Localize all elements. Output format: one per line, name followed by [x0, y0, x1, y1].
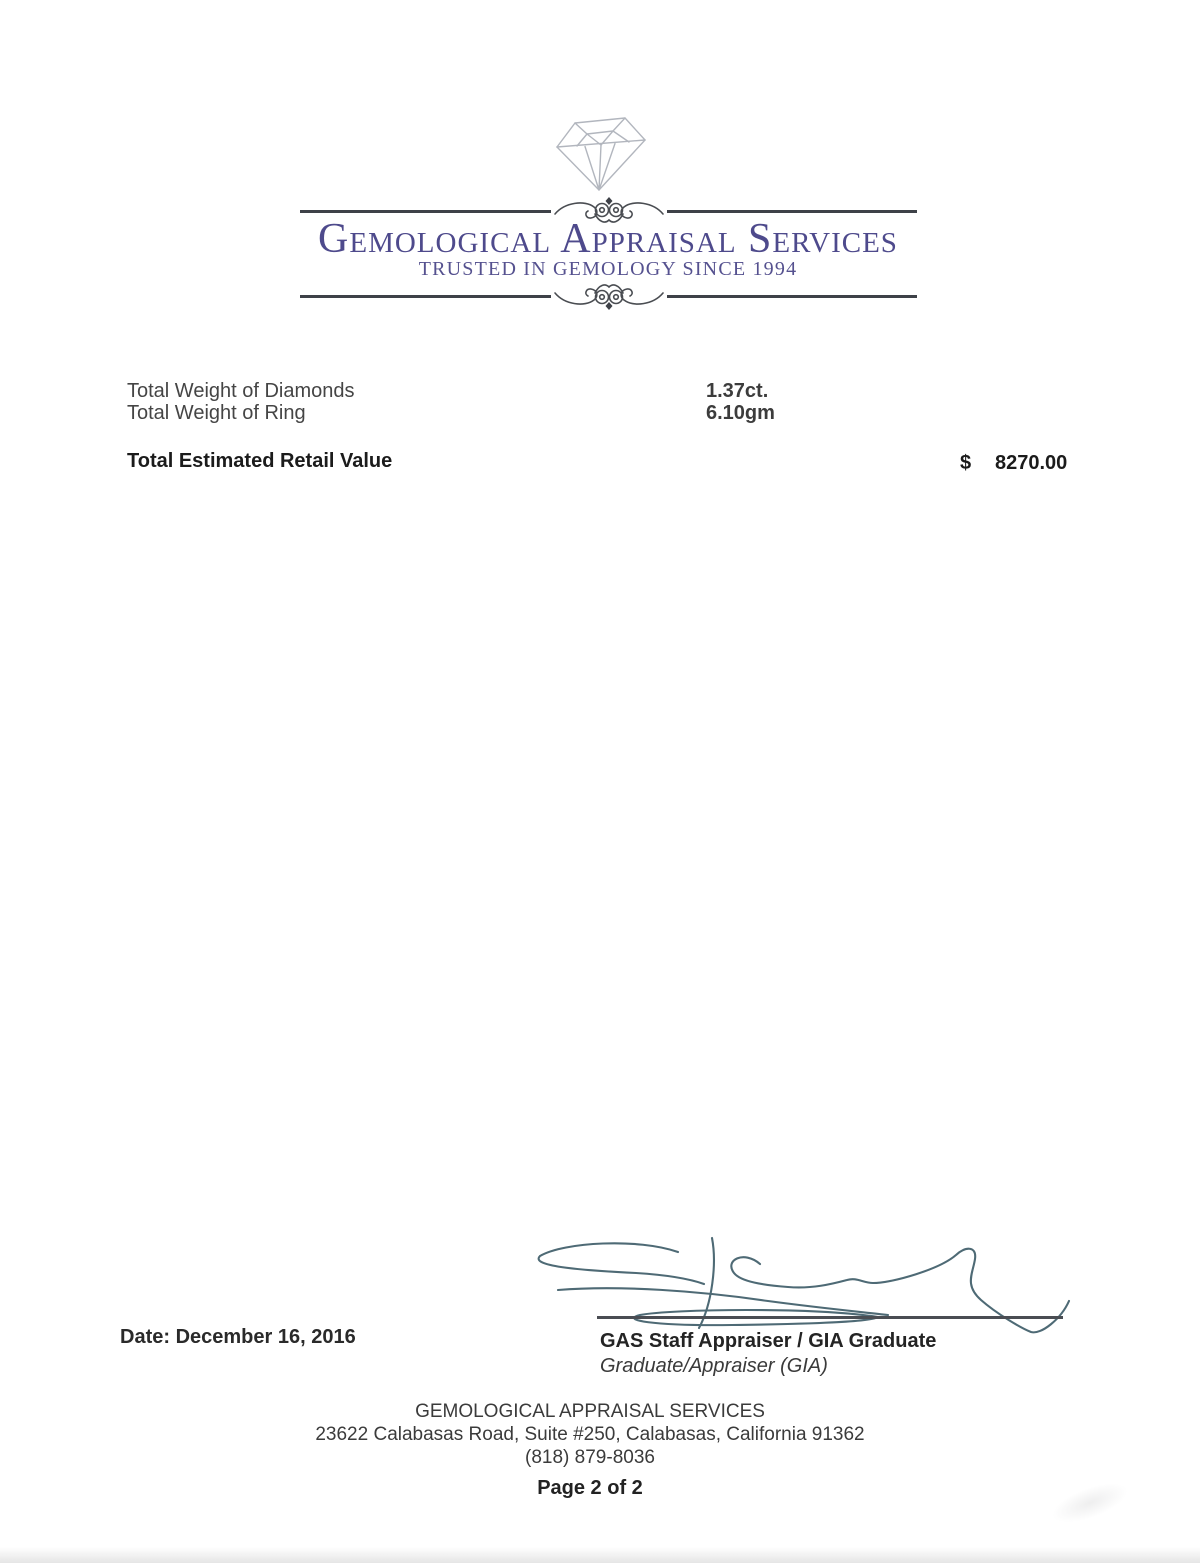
divider-line-left [300, 295, 551, 298]
flourish-divider-icon [553, 281, 665, 311]
divider-line-right [667, 210, 918, 213]
diamond-outline-icon [548, 110, 654, 196]
signer-title: GAS Staff Appraiser / GIA Graduate [600, 1330, 937, 1352]
total-retail-value-amount: 8270.00 [995, 452, 1068, 474]
appraisal-date: Date: December 16, 2016 [120, 1326, 356, 1348]
brand-name: Gemological Appraisal Services [318, 216, 898, 262]
signature-line [597, 1316, 1063, 1319]
bottom-divider [300, 281, 917, 311]
handwritten-signature [520, 1222, 1080, 1338]
footer-phone: (818) 879-8036 [525, 1447, 655, 1468]
footer-company-name: GEMOLOGICAL APPRAISAL SERVICES [415, 1401, 765, 1422]
weight-ring-value: 6.10gm [706, 402, 775, 424]
weight-ring-label: Total Weight of Ring [127, 402, 306, 424]
total-retail-value-label: Total Estimated Retail Value [127, 450, 393, 472]
page-indicator: Page 2 of 2 [537, 1477, 643, 1499]
divider-line-right [667, 295, 918, 298]
footer-address: 23622 Calabasas Road, Suite #250, Calabasas, California 91362 [315, 1424, 865, 1445]
signer-credential: Graduate/Appraiser (GIA) [600, 1355, 828, 1377]
weight-diamonds-value: 1.37ct. [706, 380, 769, 402]
weight-diamonds-label: Total Weight of Diamonds [127, 380, 355, 402]
divider-line-left [300, 210, 551, 213]
currency-symbol: $ [960, 452, 972, 474]
brand-tagline: TRUSTED IN GEMOLOGY SINCE 1994 [418, 258, 798, 280]
